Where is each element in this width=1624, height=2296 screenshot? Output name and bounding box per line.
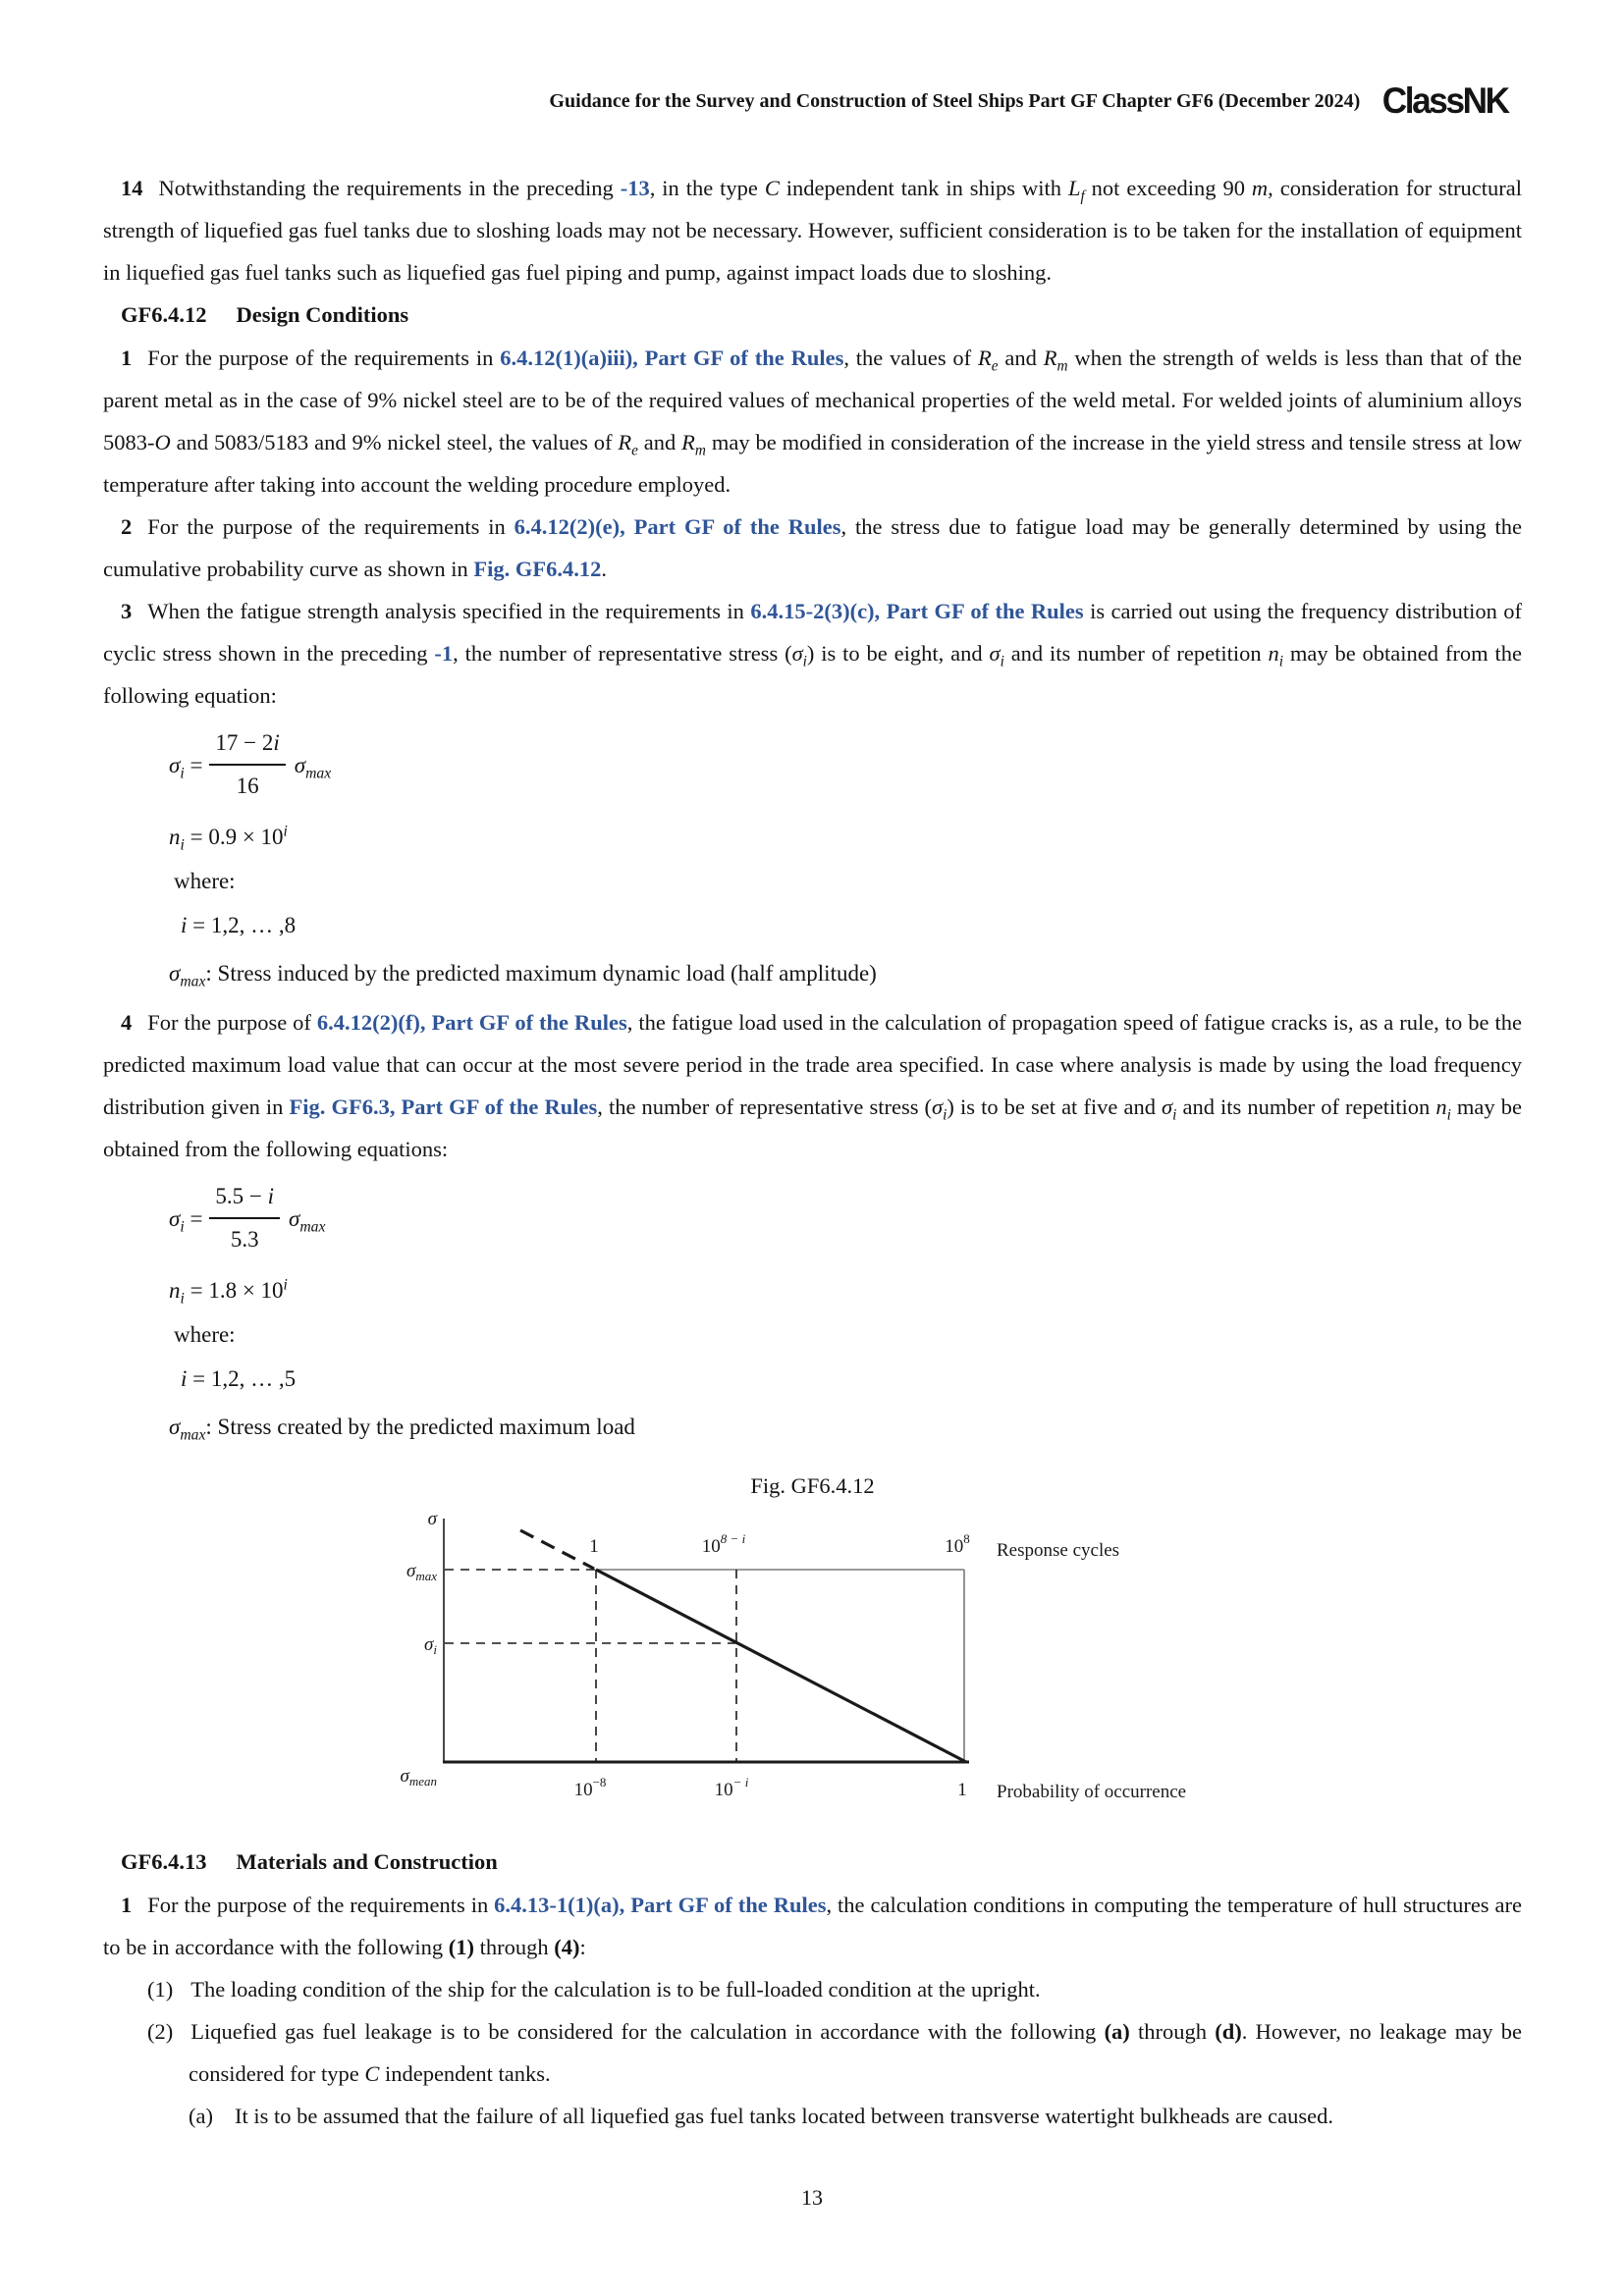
text-run: , the values of — [843, 346, 978, 370]
list-item-text — [190, 1977, 1040, 2002]
paragraph-3 — [103, 590, 1522, 717]
text-run: i — [267, 1184, 275, 1208]
i-range-1 — [181, 903, 1522, 947]
text-run: R — [977, 346, 992, 370]
text-run: O — [154, 430, 171, 454]
paragraph-number: 1 — [121, 346, 133, 370]
text-run: For the purpose of the requirements in — [147, 1893, 495, 1917]
paragraph-text — [103, 1893, 1522, 1959]
list-marker: (1) — [147, 1977, 174, 2002]
equation-rhs — [289, 1197, 325, 1241]
text-run: i — [283, 823, 288, 840]
equation-lhs — [169, 1197, 202, 1241]
text-run: , the stress due to fatigue load may be generally determined by using the cumulative probability curve as shown in — [103, 514, 1522, 581]
y-tick-sigma-max: $\sigma_{max}$ — [406, 1561, 437, 1583]
text-run: σ — [169, 752, 181, 777]
text-run: i — [181, 913, 188, 937]
top-tick-10-8-i: $10^{8 - i}$ — [701, 1531, 746, 1557]
text-run: For the purpose of — [147, 1010, 317, 1035]
top-tick-10-8: $10^8$ — [945, 1531, 970, 1557]
list-marker: (a) — [189, 2104, 213, 2128]
text-run: : — [579, 1935, 586, 1959]
text-run: σ — [932, 1095, 944, 1119]
text-run: max — [305, 765, 332, 782]
text-run: σ — [169, 1415, 181, 1439]
page-content — [0, 122, 1624, 2137]
text-run: ) is to be eight, and — [806, 641, 990, 666]
text-run: i — [1000, 653, 1004, 670]
where-label: where: — [174, 869, 236, 893]
text-run: C — [764, 176, 780, 200]
text-run: max — [180, 1426, 206, 1444]
header-title: Guidance for the Survey and Construction of Steel Ships Part GF Chapter GF6 (December 2024) — [549, 89, 1361, 112]
text-run: , consideration for structural strength of liquefied gas fuel tanks due to sloshing loads may not be necessary. However, sufficient consideration is to be taken for the installation of equipment in liquefied gas fuel tanks such as liquefied gas fuel piping and pump, against impact loads due to sloshing. — [103, 176, 1523, 285]
equation-sigma-i-1 — [169, 724, 1522, 805]
text-run: n — [169, 1278, 181, 1303]
rule-reference-link[interactable]: -1 — [434, 641, 454, 666]
text-run: = 1.8 × 10 — [184, 1278, 284, 1303]
fraction-numerator — [209, 1178, 280, 1219]
text-run: n — [169, 825, 181, 849]
text-run: i — [180, 1218, 185, 1236]
section-title: Materials and Construction — [236, 1849, 498, 1874]
text-run: i — [181, 1366, 188, 1391]
figure-title: Fig. GF6.4.12 — [750, 1473, 875, 1498]
page-number: 13 — [801, 2185, 823, 2210]
equation-text — [181, 913, 296, 937]
rule-reference-link[interactable]: 6.4.12(2)(f), Part GF of the Rules — [316, 1010, 627, 1035]
text-run: i — [1172, 1106, 1177, 1124]
section-number: GF6.4.12 — [121, 302, 207, 327]
text-run: R — [618, 430, 632, 454]
rule-reference-link[interactable]: 6.4.15-2(3)(c), Part GF of the Rules — [750, 599, 1084, 623]
curve-dashed-extension — [520, 1530, 594, 1569]
text-run: max — [299, 1218, 326, 1236]
text-run: When the fatigue strength analysis specified in the requirements in — [147, 599, 751, 623]
list-item-2 — [103, 2010, 1522, 2095]
paragraph-1 — [103, 337, 1522, 506]
where-label: where: — [174, 1322, 236, 1347]
text-run: i — [180, 836, 185, 854]
text-run: , the number of representative stress ( — [453, 641, 792, 666]
text-run: may be modified in consideration of the increase in the yield stress and tensile stress at low temperature after taking into account the welding procedure employed. — [103, 430, 1523, 497]
text-run: when the strength of welds is less than that of the parent metal as in the case of 9% nickel steel are to be of the required values of mechanical properties of the weld metal. For welded joints of aluminium alloys 5083- — [103, 346, 1523, 454]
equation-block-1 — [169, 724, 1522, 995]
text-run: σ — [289, 1205, 300, 1231]
text-run: n — [1435, 1095, 1447, 1119]
paragraph-4 — [103, 1001, 1522, 1170]
text-run: (a) — [1104, 2019, 1130, 2044]
text-run: . However, no leakage may be considered for type — [189, 2019, 1522, 2086]
text-run: f — [1080, 187, 1085, 205]
section-heading-gf6412 — [103, 294, 1522, 337]
equation-text — [169, 823, 288, 854]
paragraph-text — [103, 514, 1522, 581]
text-run: not exceeding 90 — [1084, 176, 1252, 200]
text-run: (d) — [1215, 2019, 1242, 2044]
i-range-2 — [181, 1357, 1522, 1401]
page-header — [0, 0, 1624, 122]
text-run: i — [802, 653, 807, 670]
text-run: R — [1043, 346, 1057, 370]
equation-rhs — [295, 743, 331, 787]
text-run: and — [637, 430, 682, 454]
paragraph-number: 2 — [121, 514, 133, 539]
y-tick-sigma-mean: $\sigma_{mean}$ — [400, 1766, 437, 1789]
definition-text — [169, 1415, 635, 1444]
fraction — [209, 1178, 280, 1258]
text-run: σ — [169, 1205, 181, 1231]
bottom-axis-label: Probability of occurrence — [997, 1782, 1187, 1802]
list-item-1 — [103, 1968, 1522, 2010]
text-run: 17 − 2 — [215, 730, 274, 755]
text-run: σ — [294, 752, 306, 777]
paragraph-number: 4 — [121, 1010, 133, 1035]
text-run: i — [180, 765, 185, 782]
section-number: GF6.4.13 — [121, 1849, 207, 1874]
text-run: : Stress created by the predicted maximum load — [205, 1415, 635, 1439]
text-run: , in the type — [649, 176, 765, 200]
text-run: max — [180, 973, 206, 990]
paragraph-2 — [103, 506, 1522, 590]
figure-gf6412 — [331, 1509, 1522, 1841]
text-run: m — [1056, 357, 1068, 375]
paragraph-text — [103, 1010, 1522, 1161]
equation-n-i-1 — [169, 815, 1522, 859]
text-run: , the number of representative stress ( — [597, 1095, 933, 1119]
text-run: σ — [1162, 1095, 1173, 1119]
text-run: and its number of repetition — [1003, 641, 1269, 666]
text-run: = 1,2, … ,8 — [187, 913, 297, 937]
rule-reference-link[interactable]: -13 — [620, 176, 650, 200]
text-run: , the fatigue load used in the calculation of propagation speed of fatigue cracks is, as a rule, to be the predicted maximum load value that can occur at the most severe period in the trade area specified. In case where analysis is made by using the load frequency distribution given in — [103, 1010, 1522, 1119]
text-run: (1) — [448, 1935, 475, 1959]
equation-sigma-i-2 — [169, 1178, 1522, 1258]
list-item-text — [235, 2104, 1333, 2128]
text-run: independent tank in ships with — [779, 176, 1068, 200]
text-run: = — [184, 1205, 203, 1231]
text-run: For the purpose of the requirements in — [147, 346, 501, 370]
paragraph-1-gf6413 — [103, 1884, 1522, 1968]
text-run: L — [1067, 176, 1081, 200]
text-run: through — [1129, 2019, 1216, 2044]
text-run: Notwithstanding the requirements in the preceding — [158, 176, 621, 200]
section-heading-gf6413 — [103, 1841, 1522, 1884]
section-title: Design Conditions — [236, 302, 409, 327]
text-run: The loading condition of the ship for the calculation is to be full-loaded condition at the upright. — [190, 1977, 1041, 2002]
text-run: independent tanks. — [379, 2061, 551, 2086]
text-run: i — [273, 730, 280, 755]
text-run: i — [1446, 1106, 1451, 1124]
text-run: σ — [989, 641, 1001, 666]
paragraph-14 — [103, 167, 1522, 294]
text-run: is carried out using the frequency distribution of cyclic stress shown in the preceding — [103, 599, 1522, 666]
text-run: C — [364, 2061, 380, 2086]
text-run: σ — [791, 641, 803, 666]
rule-reference-link[interactable]: Fig. GF6.4.12 — [473, 557, 602, 581]
rule-reference-link[interactable]: Fig. GF6.3, Part GF of the Rules — [289, 1095, 598, 1119]
text-run: and 5083/5183 and 9% nickel steel, the values of — [170, 430, 619, 454]
text-run: For the purpose of the requirements in — [147, 514, 514, 539]
text-run: and — [998, 346, 1044, 370]
paragraph-number: 3 — [121, 599, 133, 623]
text-run: and its number of repetition — [1176, 1095, 1436, 1119]
fraction-denominator: 5.3 — [230, 1227, 259, 1252]
rule-reference-link[interactable]: 6.4.12(1)(a)iii), Part GF of the Rules — [500, 346, 844, 370]
top-tick-1: 1 — [589, 1536, 599, 1557]
equation-lhs — [169, 743, 202, 787]
sigma-max-definition-1 — [169, 951, 1522, 995]
text-run: e — [631, 442, 638, 459]
y-tick-sigma-i: $\sigma_i$ — [424, 1634, 437, 1657]
text-run: ) is to be set at five and — [947, 1095, 1163, 1119]
bottom-tick-1: 1 — [957, 1780, 967, 1800]
text-run: i — [943, 1106, 947, 1124]
rule-reference-link[interactable]: 6.4.12(2)(e), Part GF of the Rules — [514, 514, 841, 539]
fraction-numerator — [209, 724, 285, 766]
text-run: . — [601, 557, 608, 581]
definition-text — [169, 961, 877, 990]
text-run: = 0.9 × 10 — [184, 825, 284, 849]
list-item-text — [189, 2019, 1522, 2086]
text-run: i — [1278, 653, 1283, 670]
list-marker: (2) — [147, 2019, 174, 2044]
text-run: : Stress induced by the predicted maximum dynamic load (half amplitude) — [205, 961, 877, 986]
paragraph-text — [103, 346, 1522, 497]
text-run: n — [1268, 641, 1279, 666]
y-axis-label-sigma: σ — [427, 1509, 437, 1529]
cumulative-probability-chart — [331, 1509, 1195, 1835]
bottom-tick-10-minus-i: $10^{- i}$ — [714, 1775, 749, 1800]
list-item-a — [103, 2095, 1522, 2137]
paragraph-number: 1 — [121, 1893, 133, 1917]
fraction — [209, 724, 285, 805]
top-axis-label: Response cycles — [997, 1540, 1120, 1561]
sigma-max-definition-2 — [169, 1405, 1522, 1449]
classnk-logo: ClassNK — [1382, 80, 1508, 121]
text-run: = — [184, 752, 203, 777]
text-run: m — [1251, 176, 1269, 200]
text-run: (4) — [554, 1935, 580, 1959]
rule-reference-link[interactable]: 6.4.13-1(1)(a), Part GF of the Rules — [494, 1893, 827, 1917]
paragraph-text — [103, 176, 1522, 285]
cumulative-probability-line — [596, 1570, 966, 1762]
text-run: , the calculation conditions in computing the temperature of hull structures are to be in accordance with the following — [103, 1893, 1522, 1959]
text-run: may be obtained from the following equations: — [103, 1095, 1522, 1161]
text-run: through — [474, 1935, 555, 1959]
text-run: σ — [169, 961, 181, 986]
text-run: may be obtained from the following equation: — [103, 641, 1522, 708]
text-run: i — [180, 1290, 185, 1308]
equation-text — [181, 1366, 296, 1391]
equation-text — [169, 1276, 288, 1308]
text-run: i — [283, 1276, 288, 1294]
text-run: 5.5 − — [215, 1184, 268, 1208]
text-run: e — [991, 357, 999, 375]
paragraph-number: 14 — [121, 176, 143, 200]
bottom-tick-10-minus-8: $10^{-8}$ — [573, 1775, 607, 1800]
equation-block-2 — [169, 1178, 1522, 1449]
text-run: = 1,2, … ,5 — [187, 1366, 297, 1391]
text-run: R — [681, 430, 695, 454]
equation-n-i-2 — [169, 1268, 1522, 1312]
fraction-denominator: 16 — [236, 774, 259, 798]
paragraph-text — [103, 599, 1522, 708]
text-run: It is to be assumed that the failure of all liquefied gas fuel tanks located between transverse watertight bulkheads are caused. — [234, 2104, 1333, 2128]
text-run: m — [694, 442, 706, 459]
text-run: Liquefied gas fuel leakage is to be considered for the calculation in accordance with the following — [190, 2019, 1105, 2044]
